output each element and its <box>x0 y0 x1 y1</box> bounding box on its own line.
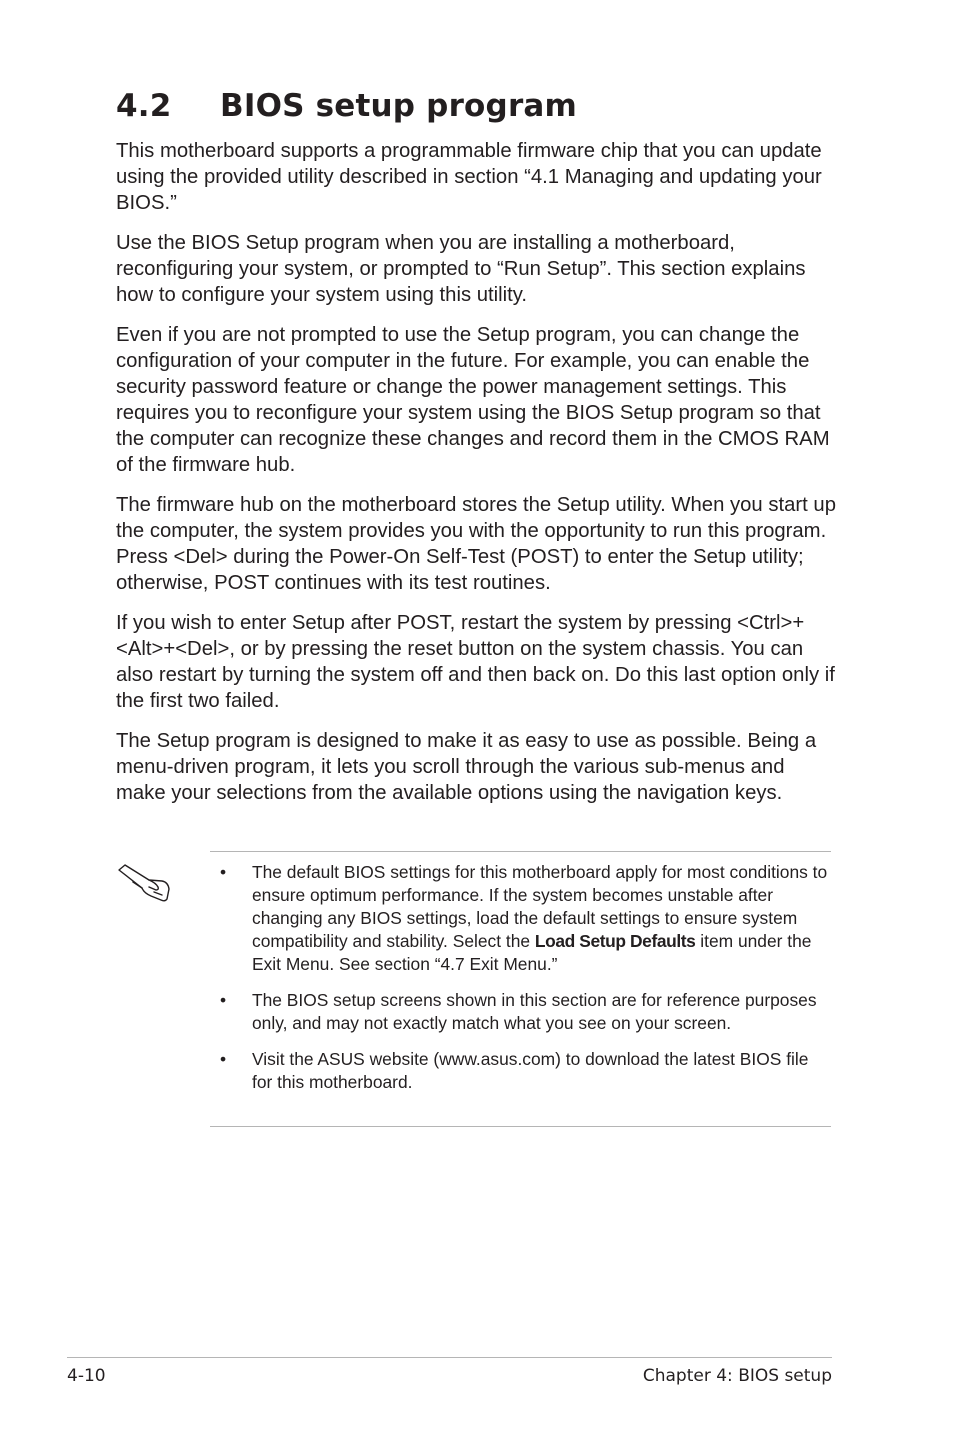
body-text <box>116 138 838 820</box>
note-item <box>210 1048 831 1094</box>
paragraph: Use the BIOS Setup program when you are installing a motherboard, reconfiguring your system, or prompted to “Run Setup”. This section explains how to configure your system using this utility. <box>116 232 806 306</box>
note-text: The BIOS setup screens shown in this section are for reference purposes only, and may not exactly match what you see on your screen. <box>252 990 817 1033</box>
page-number: 4-10 <box>67 1366 106 1386</box>
note-text: item under the Exit Menu. See section “4.7 Exit Menu.” <box>252 931 812 974</box>
bullet: • <box>220 1049 227 1069</box>
paragraph: The firmware hub on the motherboard stores the Setup utility. When you start up the computer, the system provides you with the opportunity to run this program. Press <Del> during the Power-On Self-Test (POST) to enter the Setup utility; otherwise, POST continues with its test routines. <box>116 494 836 594</box>
footer-divider <box>67 1357 832 1358</box>
bullet: • <box>220 990 227 1010</box>
bullet: • <box>220 862 227 882</box>
note-text: Visit the ASUS website (www.asus.com) to download the latest BIOS file for this motherboard. <box>252 1049 809 1092</box>
note-item <box>210 989 831 1035</box>
section-heading <box>116 88 577 124</box>
paragraph: The Setup program is designed to make it as easy to use as possible. Being a menu-driven program, it lets you scroll through the various sub-menus and make your selections from the available options using the navigation keys. <box>116 730 817 804</box>
paragraph: If you wish to enter Setup after POST, restart the system by pressing <Ctrl>+<Alt>+<Del>, or by pressing the reset button on the system chassis. You can also restart by turning the system off and then back on. Do this last option only if the first two failed. <box>116 612 835 712</box>
note-text: The default BIOS settings for this motherboard apply for most conditions to ensure optimum performance. If the system becomes unstable after changing any BIOS settings, load the default settings to ensure system compatibility and stability. Select the <box>252 862 828 951</box>
section-title: BIOS setup program <box>220 88 578 124</box>
load-setup-defaults-label: Load Setup Defaults <box>534 931 696 951</box>
note-list <box>210 861 831 1094</box>
section-number: 4.2 <box>116 88 172 124</box>
note-item <box>210 861 831 976</box>
hand-pointing-icon <box>116 862 172 904</box>
chapter-title: Chapter 4: BIOS setup <box>642 1366 832 1386</box>
paragraph: This motherboard supports a programmable firmware chip that you can update using the provided utility described in section “4.1 Managing and updating your BIOS.” <box>116 140 822 214</box>
paragraph: Even if you are not prompted to use the Setup program, you can change the configuration of your computer in the future. For example, you can enable the security password feature or change the power management settings. This requires you to reconfigure your system using the BIOS Setup program so that the computer can recognize these changes and record them in the CMOS RAM of the firmware hub. <box>116 324 830 476</box>
note-box <box>210 851 831 1127</box>
